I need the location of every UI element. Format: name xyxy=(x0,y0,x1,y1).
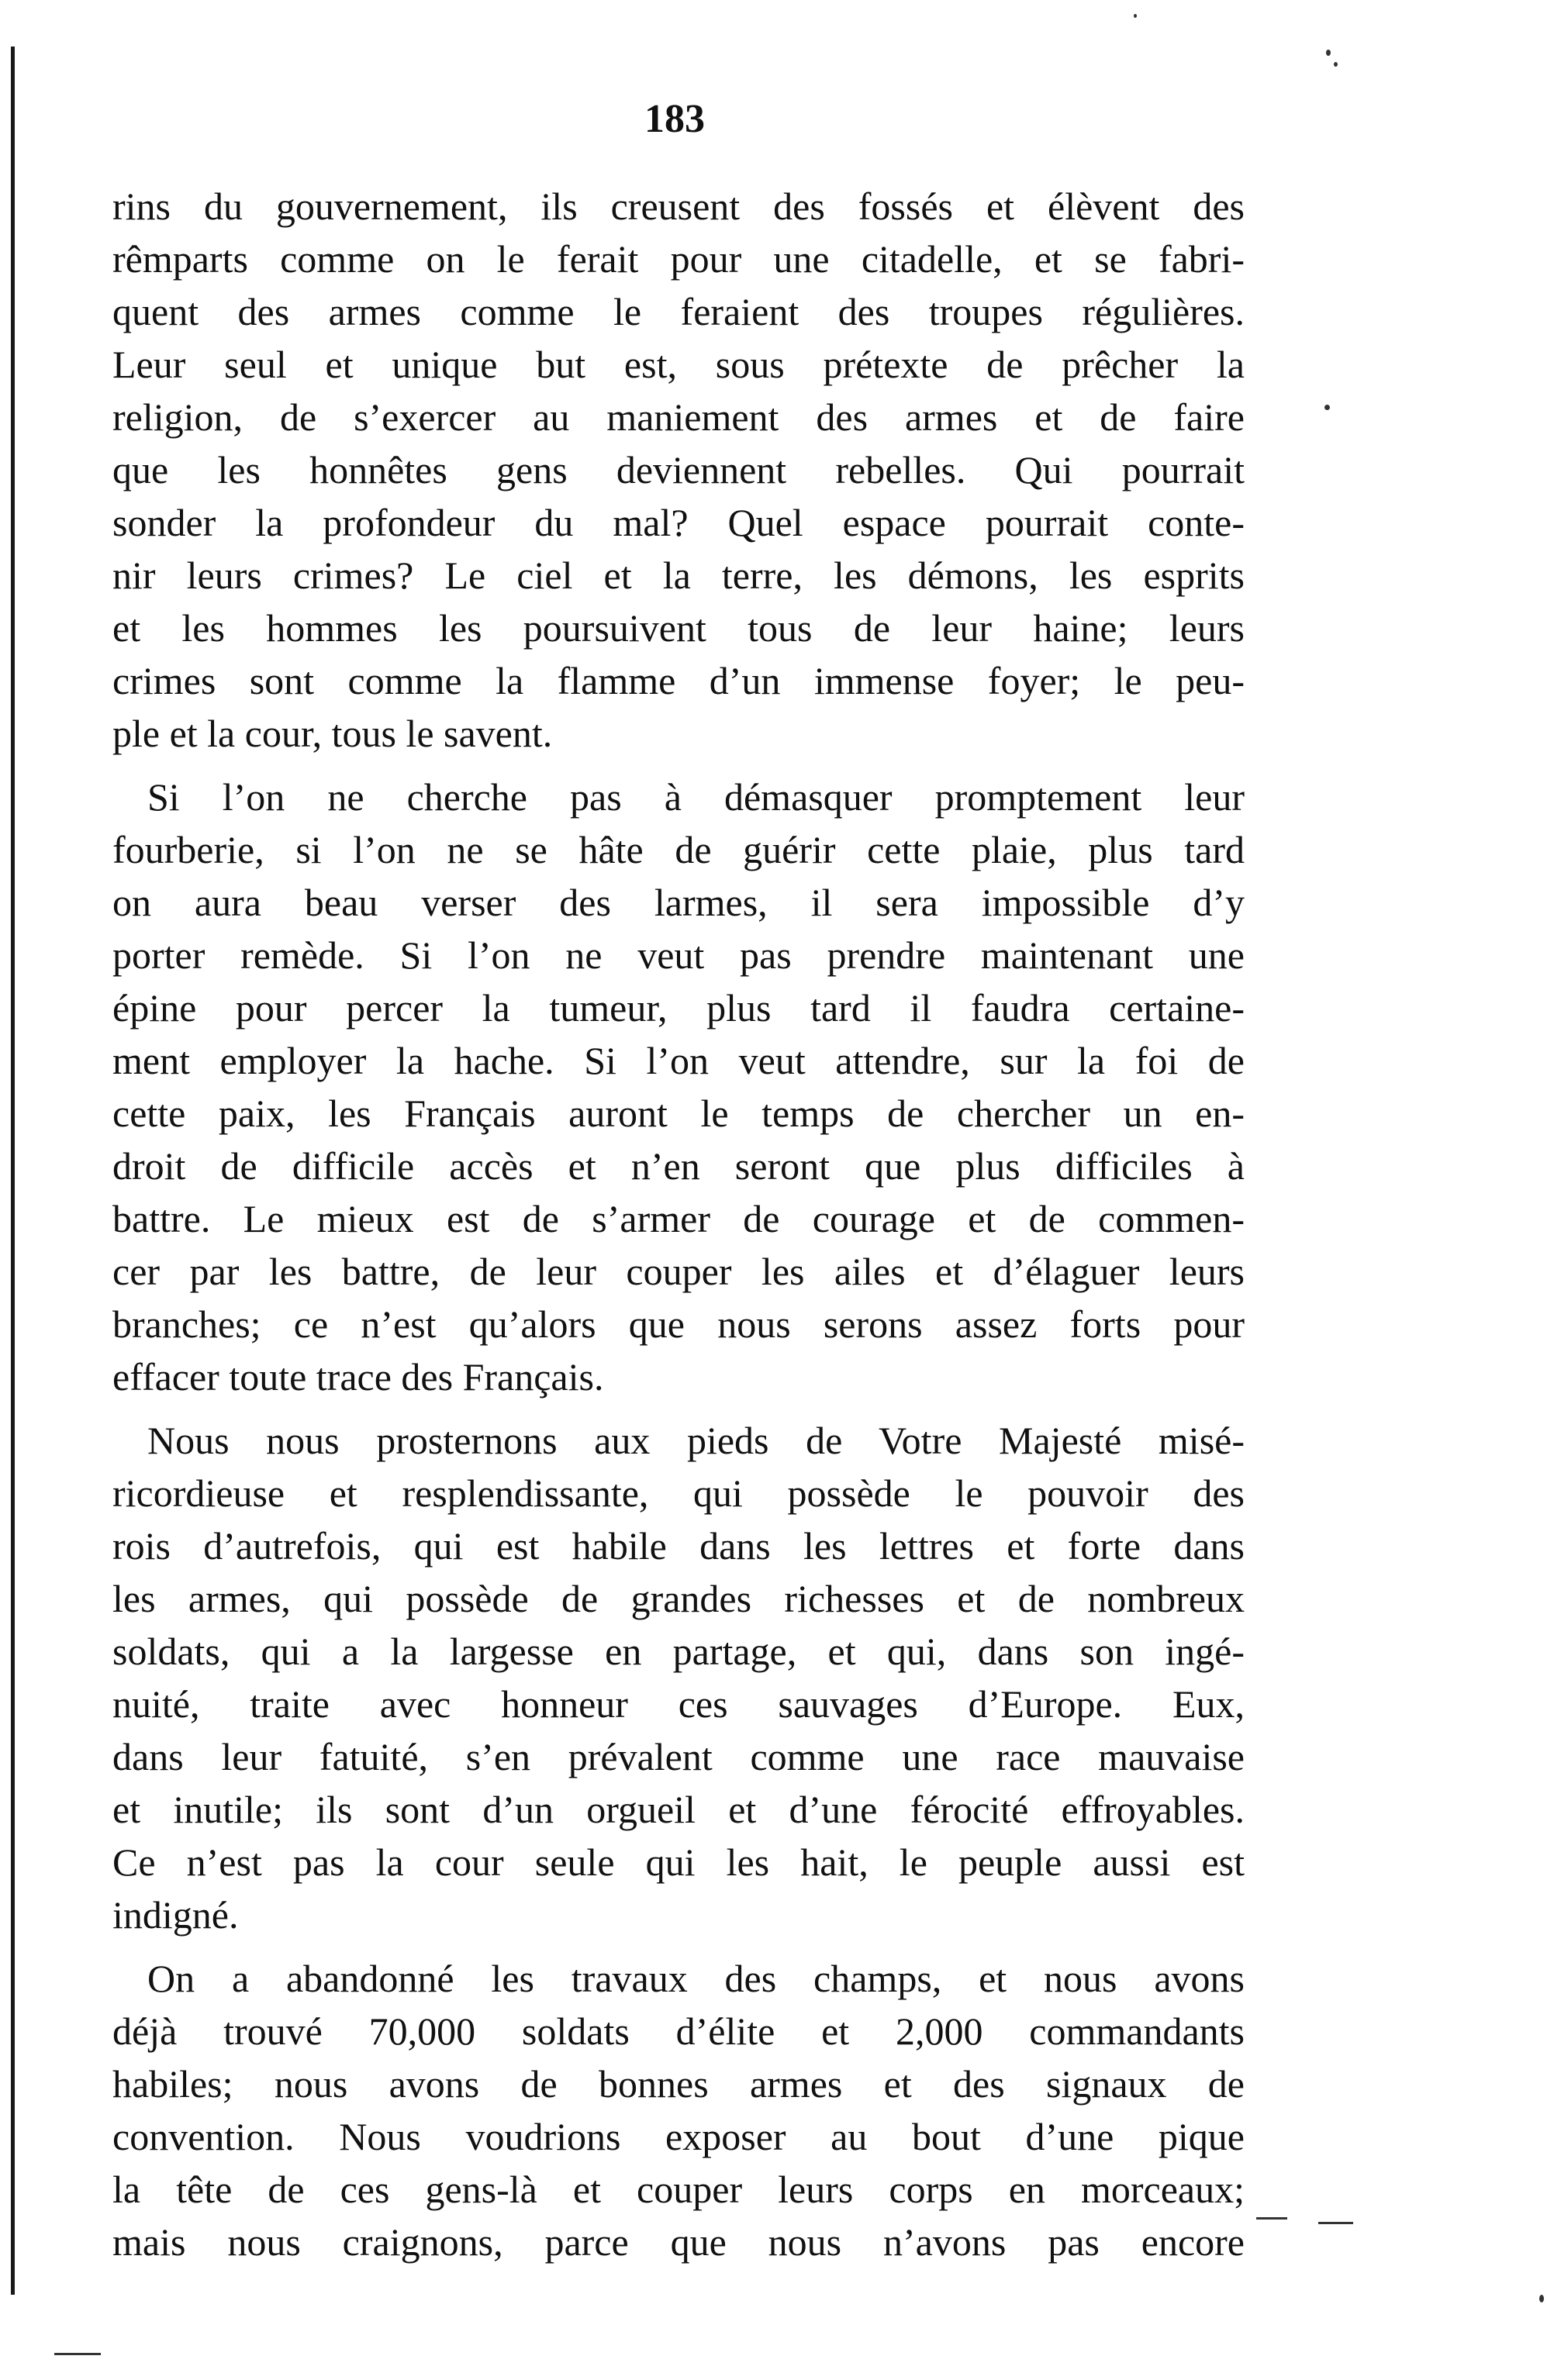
text-line: Leur seul et unique but est, sous prétexte de prêcher la xyxy=(112,343,1245,386)
text-line: la tête de ces gens-là et couper leurs corps en morceaux; xyxy=(112,2168,1245,2211)
text-line: épine pour percer la tumeur, plus tard il faudra certaine- xyxy=(112,986,1245,1030)
paragraph-gap xyxy=(112,1941,1245,1952)
text-line: et inutile; ils sont d’un orgueil et d’une férocité effroyables. xyxy=(112,1788,1245,1831)
text-line: fourberie, si l’on ne se hâte de guérir cette plaie, plus tard xyxy=(112,828,1245,871)
text-line: nir leurs crimes? Le ciel et la terre, les démons, les esprits xyxy=(112,554,1245,597)
paragraph-gap xyxy=(112,1403,1245,1414)
text-line: sonder la profondeur du mal? Quel espace pourrait conte- xyxy=(112,501,1245,544)
text-line: ple et la cour, tous le savent. xyxy=(112,712,553,755)
text-line: convention. Nous voudrions exposer au bout d’une pique xyxy=(112,2115,1245,2158)
scan-mark xyxy=(1256,2217,1287,2220)
text-line: branches; ce n’est qu’alors que nous serons assez forts pour xyxy=(112,1302,1245,1346)
text-line: et les hommes les poursuivent tous de leur haine; leurs xyxy=(112,606,1245,650)
text-line: quent des armes comme le feraient des troupes régulières. xyxy=(112,290,1245,333)
page-number: 183 xyxy=(644,97,705,141)
text-line: Ce n’est pas la cour seule qui les hait, le peuple aussi est xyxy=(112,1840,1245,1884)
text-line: on aura beau verser des larmes, il sera impossible d’y xyxy=(112,881,1245,924)
text-line: droit de difficile accès et n’en seront que plus difficiles à xyxy=(112,1144,1245,1188)
paragraph-gap xyxy=(112,760,1245,771)
text-line: On a abandonné les travaux des champs, et nous avons xyxy=(147,1957,1245,2000)
text-line: ricordieuse et resplendissante, qui possède le pouvoir des xyxy=(112,1471,1245,1515)
text-line: déjà trouvé 70,000 soldats d’élite et 2,000 commandants xyxy=(112,2009,1245,2053)
page-body-text xyxy=(112,180,1245,2268)
text-line: habiles; nous avons de bonnes armes et des signaux de xyxy=(112,2062,1245,2106)
text-line: cer par les battre, de leur couper les ailes et d’élaguer leurs xyxy=(112,1250,1245,1293)
text-line: Si l’on ne cherche pas à démasquer promptement leur xyxy=(147,775,1245,819)
text-line: rins du gouvernement, ils creusent des fossés et élèvent des xyxy=(112,185,1245,228)
scan-border-line xyxy=(11,47,15,2295)
scan-speck xyxy=(1539,2295,1544,2302)
text-line: Nous nous prosternons aux pieds de Votre Majesté misé- xyxy=(147,1419,1245,1462)
scan-speck xyxy=(1324,405,1330,410)
text-line: les armes, qui possède de grandes richesses et de nombreux xyxy=(112,1577,1245,1620)
text-line: rêmparts comme on le ferait pour une citadelle, et se fabri- xyxy=(112,237,1245,281)
text-line: porter remède. Si l’on ne veut pas prendre maintenant une xyxy=(112,933,1245,977)
text-line: mais nous craignons, parce que nous n’avons pas encore xyxy=(112,2220,1245,2264)
text-line: ment employer la hache. Si l’on veut attendre, sur la foi de xyxy=(112,1039,1245,1082)
scan-speck xyxy=(1334,62,1338,67)
scan-speck xyxy=(1326,50,1331,56)
text-line: nuité, traite avec honneur ces sauvages d’Europe. Eux, xyxy=(112,1682,1245,1726)
text-line: soldats, qui a la largesse en partage, et qui, dans son ingé- xyxy=(112,1630,1245,1673)
text-line: rois d’autrefois, qui est habile dans les lettres et forte dans xyxy=(112,1524,1245,1568)
scan-speck xyxy=(1134,14,1137,18)
text-line: dans leur fatuité, s’en prévalent comme une race mauvaise xyxy=(112,1735,1245,1778)
text-line: que les honnêtes gens deviennent rebelles. Qui pourrait xyxy=(112,448,1245,492)
text-line: indigné. xyxy=(112,1893,239,1937)
text-line: cette paix, les Français auront le temps de chercher un en- xyxy=(112,1092,1245,1135)
text-line: battre. Le mieux est de s’armer de courage et de commen- xyxy=(112,1197,1245,1240)
text-line: religion, de s’exercer au maniement des armes et de faire xyxy=(112,395,1245,439)
scan-mark xyxy=(1318,2222,1353,2224)
text-line: crimes sont comme la flamme d’un immense foyer; le peu- xyxy=(112,659,1245,702)
scan-mark xyxy=(54,2353,101,2355)
text-line: effacer toute trace des Français. xyxy=(112,1355,604,1399)
